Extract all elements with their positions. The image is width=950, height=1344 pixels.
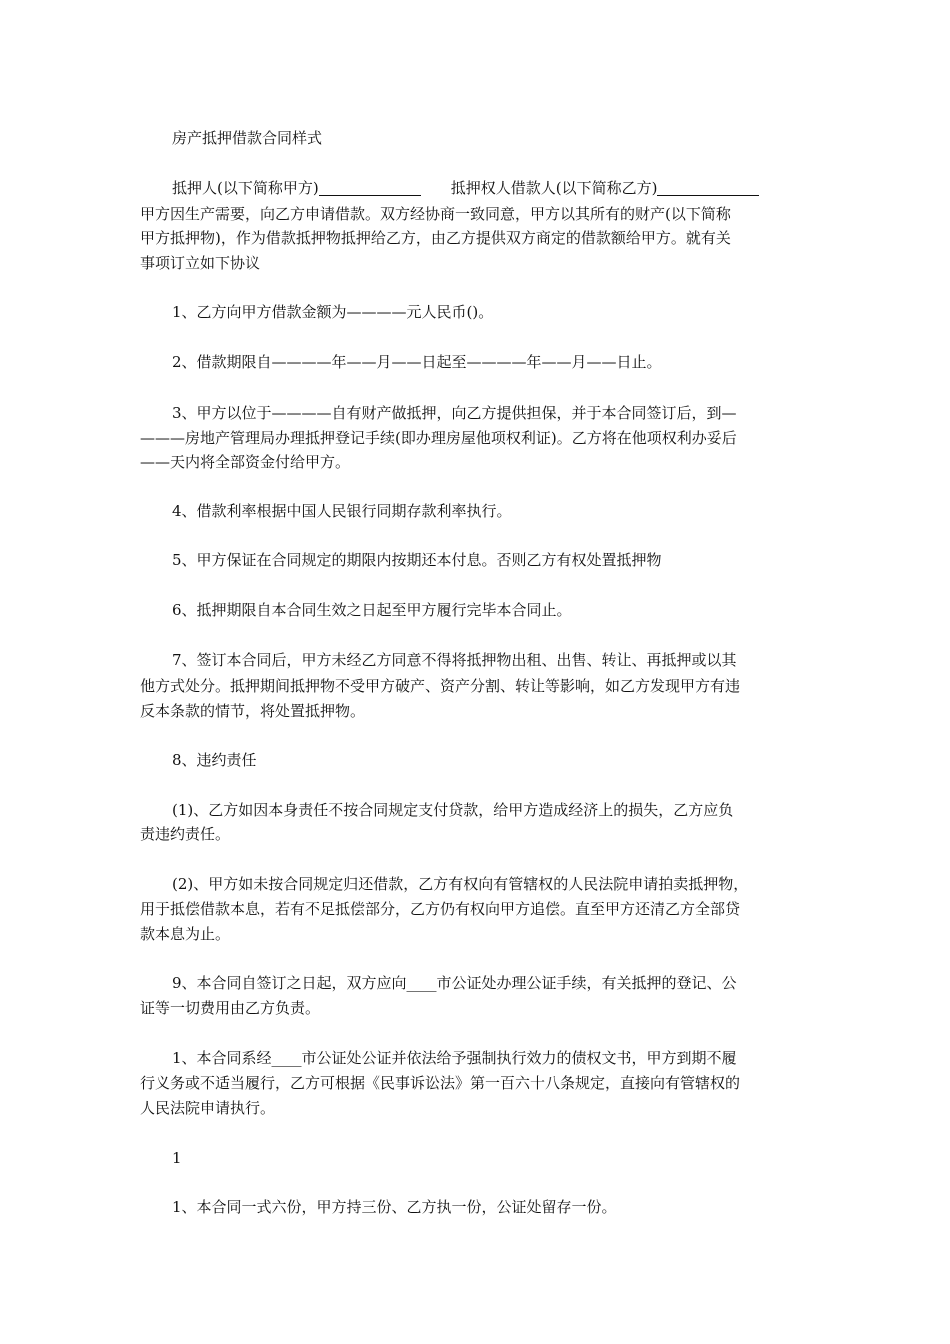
intro-line: 甲方抵押物)，作为借款抵押物抵押给乙方，由乙方提供双方商定的借款额给甲方。就有关 <box>140 229 731 247</box>
clause-10-line: 1、本合同系经____市公证处公证并依法给予强制执行效力的债权文书，甲方到期不履 <box>172 1049 737 1067</box>
clause-5: 5、甲方保证在合同规定的期限内按期还本付息。否则乙方有权处置抵押物 <box>172 551 662 569</box>
clause-8-2-line: (2)、甲方如未按合同规定归还借款，乙方有权向有管辖权的人民法院申请拍卖抵押物， <box>172 875 749 893</box>
party-a-label: 抵押人(以下简称甲方) <box>172 179 319 197</box>
clause-9-line: 证等一切费用由乙方负责。 <box>140 999 321 1017</box>
party-b-blank <box>657 179 759 196</box>
clause-8-heading: 8、违约责任 <box>172 751 257 769</box>
clause-8-1-line: (1)、乙方如因本身责任不按合同规定支付贷款，给甲方造成经济上的损失，乙方应负 <box>172 801 734 819</box>
parties-line <box>172 176 852 200</box>
clause-10-line: 行义务或不适当履行，乙方可根据《民事诉讼法》第一百六十八条规定，直接向有管辖权的 <box>140 1074 741 1092</box>
clause-3-line: ———房地产管理局办理抵押登记手续(即办理房屋他项权利证)。乙方将在他项权利办妥后 <box>140 429 737 447</box>
clause-2: 2、借款期限自————年——月——日起至————年——月——日止。 <box>172 353 662 371</box>
clause-11: 1、本合同一式六份，甲方持三份、乙方执一份，公证处留存一份。 <box>172 1198 617 1216</box>
clause-3-line: ——天内将全部资金付给甲方。 <box>140 453 351 471</box>
clause-7-line: 他方式处分。抵押期间抵押物不受甲方破产、资产分割、转让等影响，如乙方发现甲方有违 <box>140 677 741 695</box>
clause-8-2-line: 用于抵偿借款本息，若有不足抵偿部分，乙方仍有权向甲方追偿。直至甲方还清乙方全部贷 <box>140 900 741 918</box>
clause-9-line: 9、本合同自签订之日起，双方应向____市公证处办理公证手续，有关抵押的登记、公 <box>172 974 737 992</box>
clause-4: 4、借款利率根据中国人民银行同期存款利率执行。 <box>172 502 512 520</box>
document-title: 房产抵押借款合同样式 <box>172 129 323 147</box>
page-number: 1 <box>172 1149 182 1167</box>
clause-8-1-line: 责违约责任。 <box>140 825 231 843</box>
intro-line: 甲方因生产需要，向乙方申请借款。双方经协商一致同意，甲方以其所有的财产(以下简称 <box>140 205 731 223</box>
clause-1: 1、乙方向甲方借款金额为————元人民币()。 <box>172 303 494 321</box>
clause-8-2-line: 款本息为止。 <box>140 925 231 943</box>
clause-6: 6、抵押期限自本合同生效之日起至甲方履行完毕本合同止。 <box>172 601 572 619</box>
clause-7-line: 反本条款的情节，将处置抵押物。 <box>140 702 366 720</box>
party-b-label: 抵押权人借款人(以下简称乙方) <box>450 179 658 197</box>
clause-7-line: 7、签订本合同后，甲方未经乙方同意不得将抵押物出租、出售、转让、再抵押或以其 <box>172 651 737 669</box>
intro-line: 事项订立如下协议 <box>140 254 261 272</box>
clause-3-line: 3、甲方以位于————自有财产做抵押，向乙方提供担保，并于本合同签订后，到— <box>172 404 737 422</box>
party-a-blank <box>319 179 421 196</box>
clause-10-line: 人民法院申请执行。 <box>140 1099 276 1117</box>
